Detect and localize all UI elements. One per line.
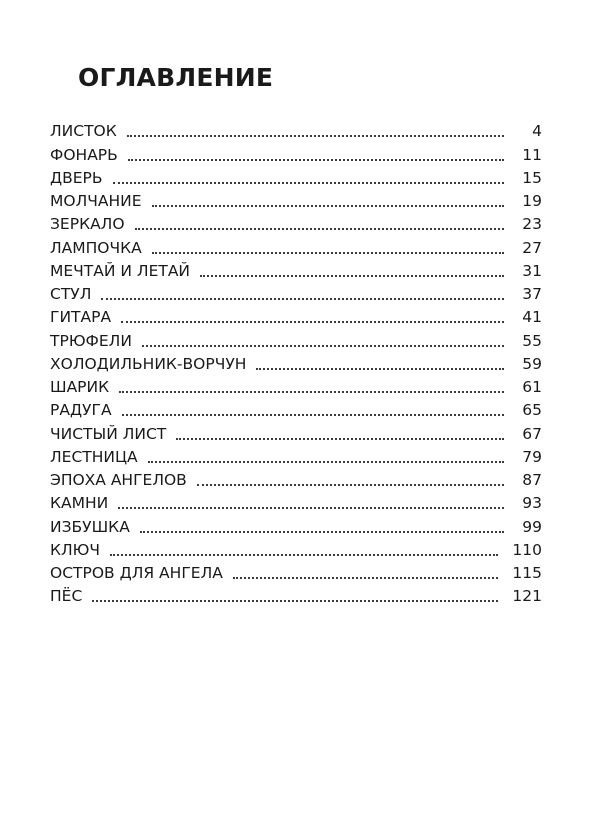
dot-leader <box>152 252 504 254</box>
toc-entry-page-number: 27 <box>522 238 542 257</box>
toc-entry-title: ЛАМПОЧКА <box>50 238 142 257</box>
toc-entry-page-number: 55 <box>522 331 542 350</box>
toc-entry-title: ЧИСТЫЙ ЛИСТ <box>50 424 167 443</box>
toc-entry-title: МОЛЧАНИЕ <box>50 192 142 210</box>
toc-entry-title: ЭПОХА АНГЕЛОВ <box>50 471 187 489</box>
toc-entry-page-number: 87 <box>522 471 542 489</box>
dot-leader <box>197 484 504 486</box>
toc-entry-title: ФОНАРЬ <box>50 145 118 164</box>
toc-entry-title: ОСТРОВ ДЛЯ АНГЕЛА <box>50 564 223 582</box>
toc-entry <box>50 304 542 327</box>
toc-entry <box>50 234 542 257</box>
toc-entry-page-number: 19 <box>522 192 542 210</box>
dot-leader <box>127 135 504 137</box>
dot-leader <box>122 414 504 416</box>
toc-entry-title: ПЁС <box>50 587 83 606</box>
toc-entry-page-number: 23 <box>522 215 542 234</box>
table-of-contents <box>50 118 542 606</box>
page-title: ОГЛАВЛЕНИЕ <box>78 63 274 92</box>
dot-leader <box>176 438 504 440</box>
toc-entry-title: ХОЛОДИЛЬНИК-ВОРЧУН <box>50 354 247 373</box>
toc-entry-title: КАМНИ <box>50 494 109 513</box>
toc-entry-title: ЗЕРКАЛО <box>50 215 125 234</box>
dot-leader <box>140 531 504 533</box>
toc-entry <box>50 397 542 420</box>
toc-entry <box>50 583 542 606</box>
toc-entry-title: ШАРИК <box>50 378 110 396</box>
toc-entry <box>50 165 542 188</box>
toc-entry <box>50 188 542 211</box>
toc-entry-title: МЕЧТАЙ И ЛЕТАЙ <box>50 261 191 280</box>
toc-entry <box>50 118 542 141</box>
toc-entry <box>50 490 542 513</box>
toc-entry <box>50 327 542 350</box>
toc-entry-page-number: 41 <box>522 308 542 327</box>
dot-leader <box>128 159 504 161</box>
dot-leader <box>152 205 504 207</box>
toc-entry-title: ИЗБУШКА <box>50 517 130 536</box>
toc-entry-page-number: 67 <box>522 424 542 443</box>
toc-entry-page-number: 99 <box>522 517 542 536</box>
dot-leader <box>92 600 498 602</box>
dot-leader <box>110 554 498 556</box>
toc-entry <box>50 281 542 304</box>
toc-entry <box>50 374 542 397</box>
toc-entry-title: КЛЮЧ <box>50 540 101 559</box>
toc-entry-page-number: 11 <box>522 145 542 164</box>
dot-leader <box>101 298 504 300</box>
dot-leader <box>135 228 504 230</box>
toc-entry <box>50 513 542 536</box>
dot-leader <box>200 275 504 277</box>
toc-entry-page-number: 79 <box>522 447 542 466</box>
dot-leader <box>256 368 504 370</box>
toc-entry <box>50 444 542 467</box>
dot-leader <box>233 577 499 579</box>
toc-entry-page-number: 59 <box>522 354 542 373</box>
dot-leader <box>142 345 504 347</box>
toc-entry <box>50 467 542 490</box>
toc-entry-page-number: 121 <box>512 587 542 606</box>
toc-entry-title: ТРЮФЕЛИ <box>50 331 132 350</box>
toc-entry-page-number: 115 <box>512 564 542 582</box>
dot-leader <box>148 461 504 463</box>
toc-entry <box>50 211 542 234</box>
toc-entry <box>50 420 542 443</box>
toc-entry-title: ЛЕСТНИЦА <box>50 447 138 466</box>
toc-entry <box>50 537 542 560</box>
toc-entry-page-number: 15 <box>522 168 542 187</box>
toc-entry-title: РАДУГА <box>50 401 112 420</box>
toc-entry-page-number: 61 <box>522 378 542 396</box>
dot-leader <box>118 507 504 509</box>
toc-entry-page-number: 110 <box>512 540 542 559</box>
toc-entry-title: ГИТАРА <box>50 308 112 327</box>
toc-entry-title: ЛИСТОК <box>50 122 117 141</box>
dot-leader <box>113 182 504 184</box>
dot-leader <box>119 391 504 393</box>
toc-entry-title: ДВЕРЬ <box>50 168 103 187</box>
toc-entry <box>50 258 542 281</box>
toc-entry <box>50 560 542 583</box>
toc-entry-page-number: 93 <box>522 494 542 513</box>
toc-entry-page-number: 65 <box>522 401 542 420</box>
dot-leader <box>121 321 504 323</box>
toc-entry-page-number: 37 <box>522 285 542 303</box>
toc-entry-page-number: 4 <box>532 122 542 141</box>
toc-entry-page-number: 31 <box>522 261 542 280</box>
toc-entry <box>50 351 542 374</box>
toc-entry-title: СТУЛ <box>50 285 92 303</box>
toc-entry <box>50 141 542 164</box>
